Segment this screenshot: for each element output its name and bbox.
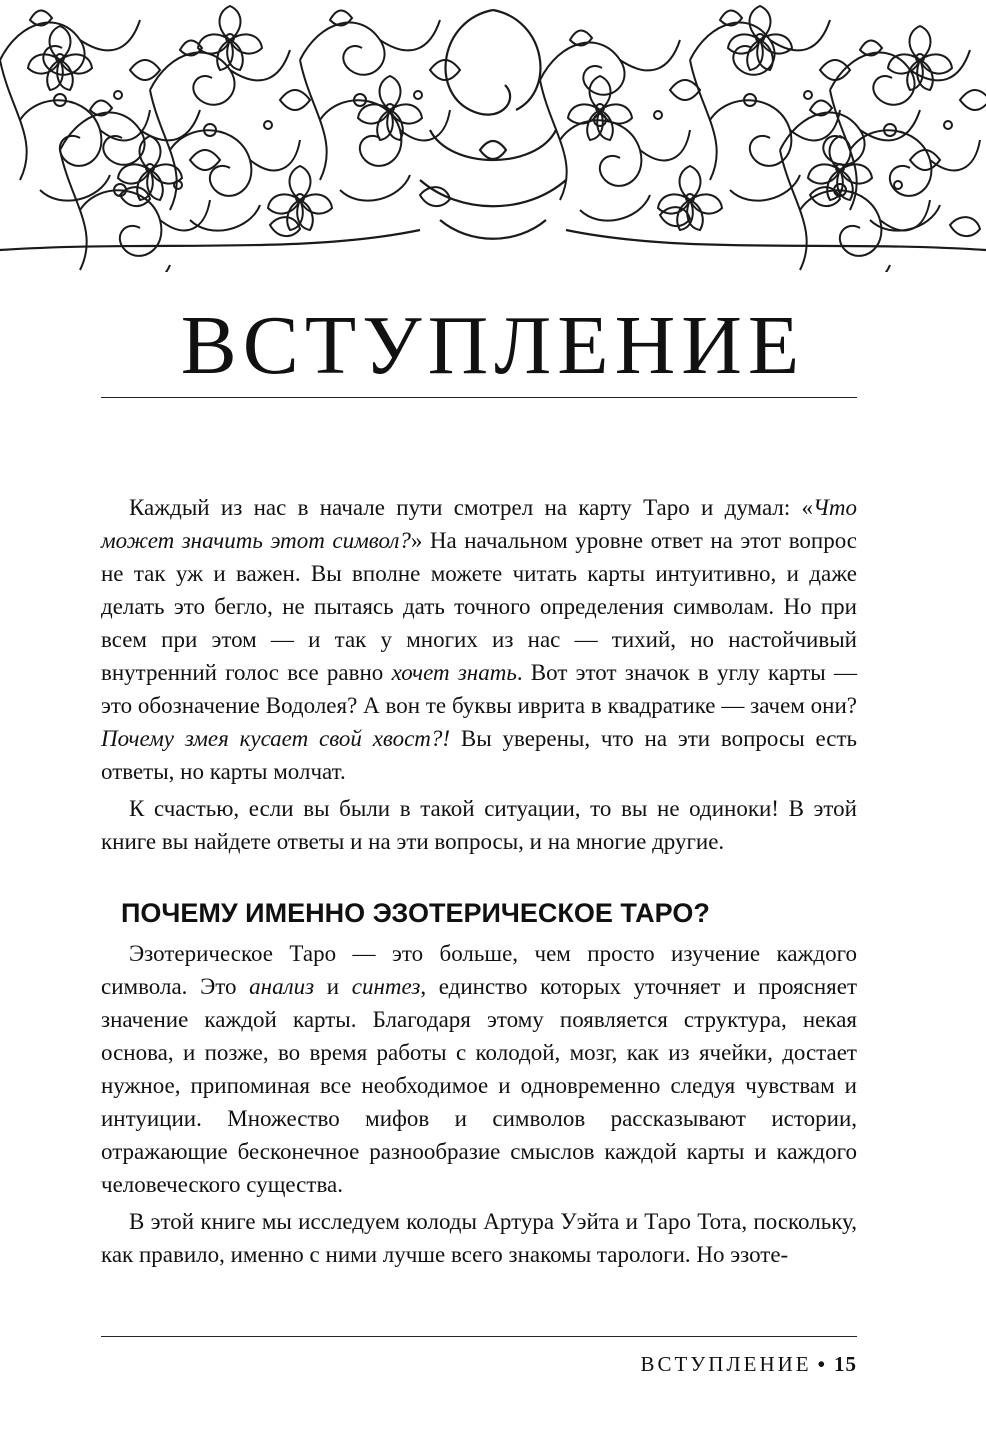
section-heading: ПОЧЕМУ ИМЕННО ЭЗОТЕРИЧЕСКОЕ ТАРО? bbox=[121, 898, 710, 928]
section-text bbox=[101, 937, 857, 1271]
section-paragraph-1: Эзотерическое Таро — это больше, чем просто изучение каждого символа. Это анализ и синтез, единство которых уточняет и проясняет значение каждой карты. Благодаря этому появляется структура, некая основа, и позже, во время работы с колодой, мозг, как из ячейки, достает нужное, припоминая все необходимое и одновременно следуя чувствам и интуиции. Множество мифов и символов рассказывают истории, отражающие бесконечное разнообразие смыслов каждой карты и каждого человеческого существа. bbox=[101, 941, 857, 1197]
title-divider bbox=[101, 397, 857, 398]
section-paragraph-2: В этой книге мы исследуем колоды Артура Уэйта и Таро Тота, поскольку, как правило, именно с ними лучше всего знакомы тарологи. Но эзоте- bbox=[101, 1209, 857, 1267]
intro-paragraph-2: К счастью, если вы были в такой ситуации, то вы не одиноки! В этой книге вы найдете ответы и на эти вопросы, и на многие другие. bbox=[101, 796, 857, 854]
running-head: ВСТУПЛЕНИЕ bbox=[640, 1352, 812, 1376]
footer-separator: • bbox=[817, 1352, 828, 1376]
floral-ornament-icon bbox=[0, 0, 986, 272]
intro-text bbox=[101, 491, 857, 858]
page-number: 15 bbox=[834, 1352, 857, 1376]
intro-paragraph-1: Каждый из нас в начале пути смотрел на карту Таро и думал: «Что может значить этот символ?» На начальном уровне ответ на этот вопрос не так уж и важен. Вы вполне можете читать карты интуитивно, и даже делать это бегло, не пытаясь дать точного определения символам. Но при всем при этом — и так у многих из нас — тихий, но настойчивый внутренний голос все равно хочет знать. Вот этот значок в углу карты — это обозначение Водолея? А вон те буквы иврита в квадратике — зачем они? Почему змея кусает свой хвост?! Вы уверены, что на эти вопросы есть ответы, но карты молчат. bbox=[101, 495, 858, 784]
page-title: ВСТУПЛЕНИЕ bbox=[180, 299, 806, 392]
footer-divider bbox=[101, 1336, 857, 1337]
page-footer bbox=[641, 1352, 857, 1377]
